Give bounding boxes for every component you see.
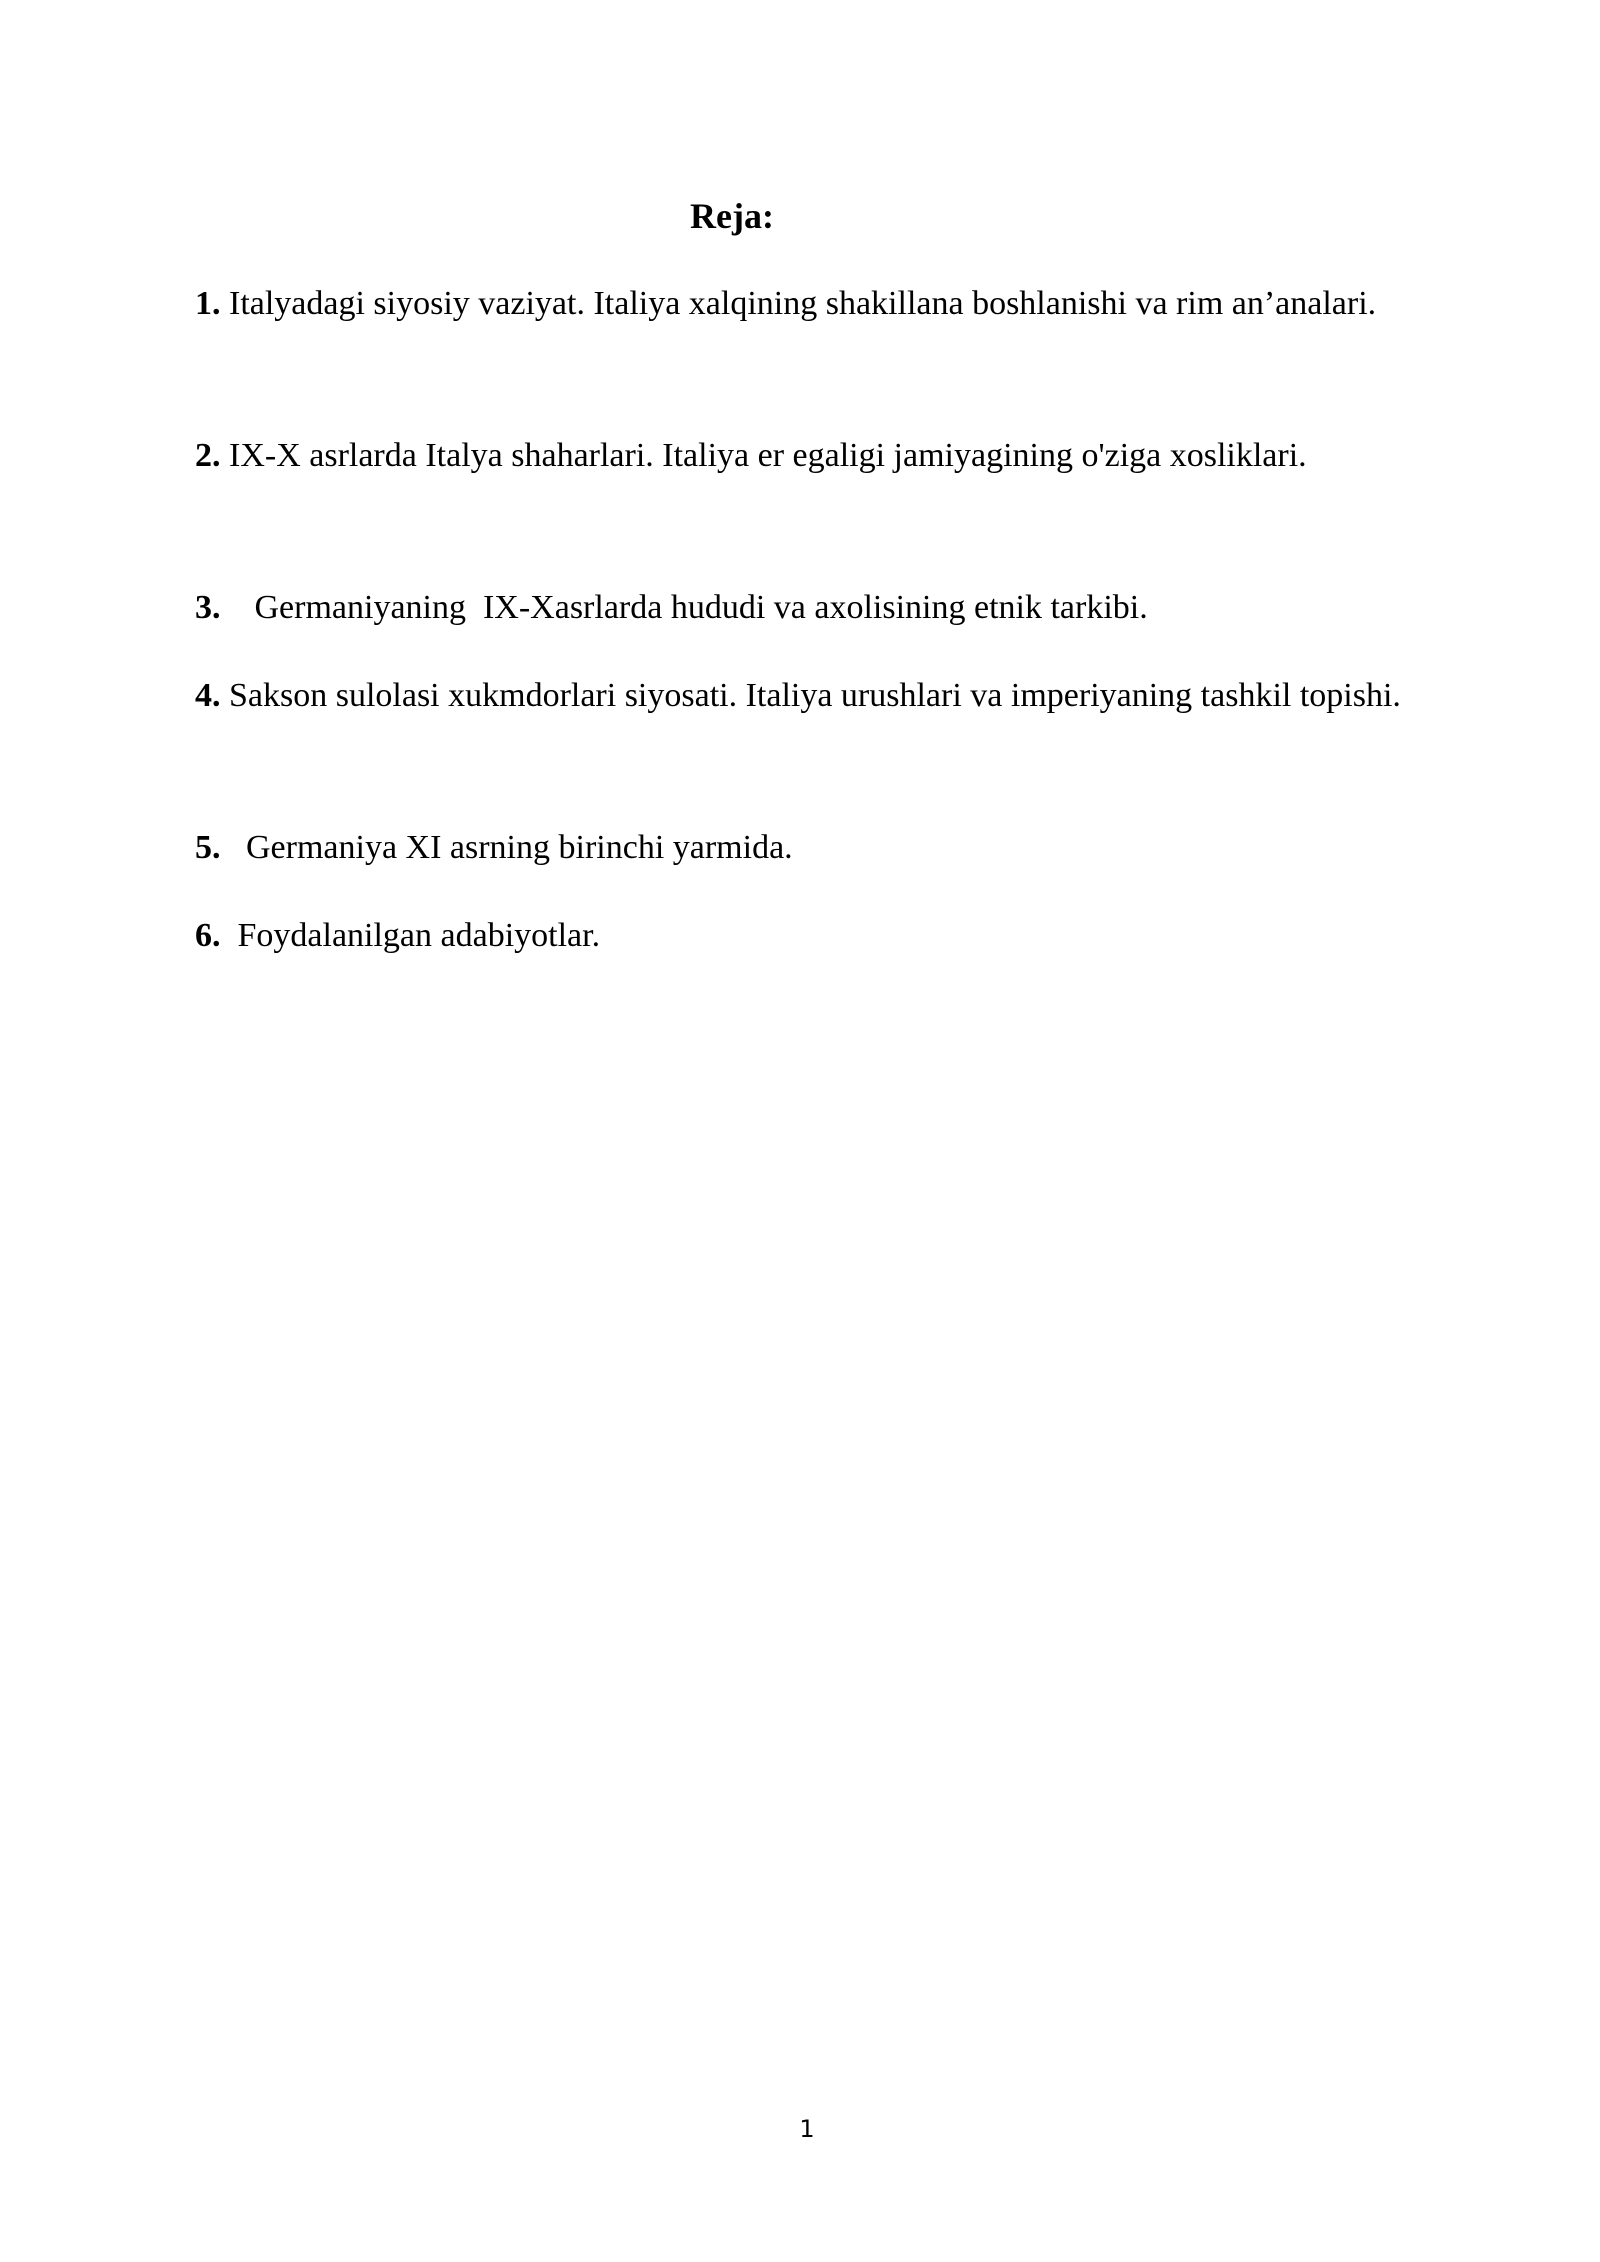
plan-item-text: Italyadagi siyosiy vaziyat. Italiya xalqining shakillana boshlanishi va rim an’analari.	[220, 285, 1377, 322]
plan-item-text: Germaniyaning IX-Xasrlarda hududi va axolisining etnik tarkibi.	[220, 589, 1148, 626]
plan-item-text: IX-X asrlarda Italya shaharlari. Italiya er egaligi jamiyagining o'ziga xosliklari.	[220, 437, 1307, 474]
plan-item-text: Foydalanilgan adabiyotlar.	[220, 917, 601, 954]
plan-item	[195, 904, 1415, 968]
plan-item	[195, 576, 1415, 640]
plan-item	[195, 664, 1415, 728]
plan-item-text: Germaniya XI asrning birinchi yarmida.	[220, 829, 793, 866]
plan-item-number: 2.	[195, 437, 221, 474]
plan-item-number: 3.	[195, 589, 221, 626]
page-title: Reja:	[690, 196, 774, 236]
plan-item-number: 1.	[195, 285, 221, 322]
page-number: 1	[799, 2115, 815, 2143]
plan-item-number: 5.	[195, 829, 221, 866]
plan-item	[195, 816, 1415, 880]
plan-item	[195, 272, 1415, 336]
plan-item-text: Sakson sulolasi xukmdorlari siyosati. Italiya urushlari va imperiyaning tashkil topishi.	[220, 677, 1401, 714]
plan-item-number: 6.	[195, 917, 221, 954]
plan-item-number: 4.	[195, 677, 221, 714]
plan-item	[195, 424, 1415, 488]
